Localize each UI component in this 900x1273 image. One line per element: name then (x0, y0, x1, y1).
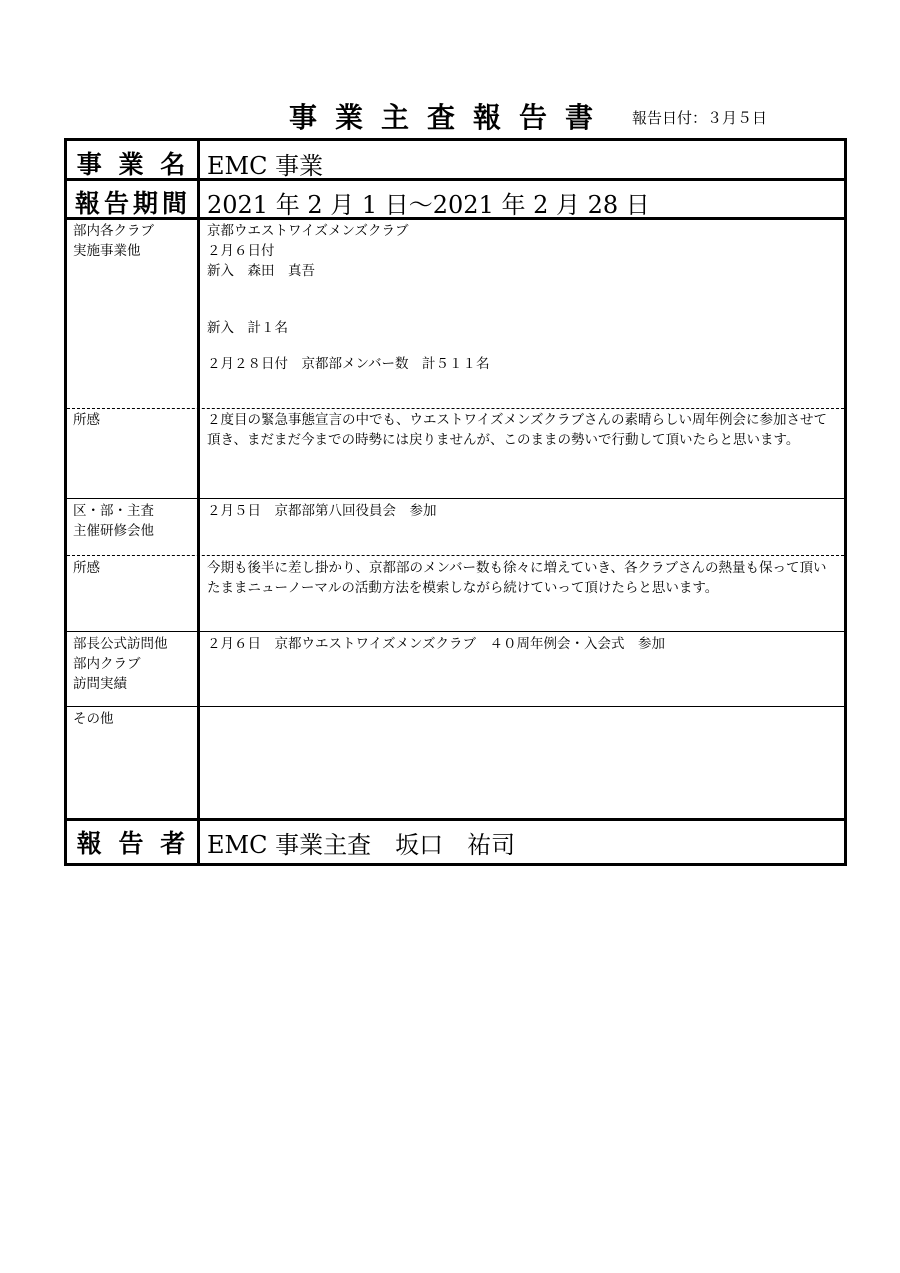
period-value: 2021 年 2 月 1 日～2021 年 2 月 28 日 (207, 191, 650, 219)
club-activities-label (73, 221, 193, 261)
paragraph: 今期も後半に差し掛かり、京都部のメンバー数も徐々に増えていき、各クラブさんの熱量も保って頂いたままニューノーマルの活動方法を模索しながら続けていって頂けたらと思います。 (207, 560, 827, 596)
period-label: 報告期間 (74, 189, 191, 218)
report-date: 報告日付：３月５日 (632, 109, 768, 127)
impression-2-text (207, 558, 839, 598)
reporter-value: EMC 事業主査 坂口 祐司 (207, 831, 516, 859)
label-line: 部内クラブ (73, 656, 141, 672)
reporter-label: 報 告 者 (76, 829, 190, 858)
impression-2-label: 所感 (73, 560, 100, 576)
row-divider (67, 498, 844, 499)
district-training-label (73, 501, 193, 541)
project-value: EMC 事業 (207, 152, 324, 180)
visits-label (73, 634, 193, 694)
label-line: 訪問実績 (73, 676, 127, 692)
label-line: 部長公式訪問他 (73, 636, 168, 652)
report-form (64, 138, 847, 866)
content-line: ２月２８日付 京都部メンバー数 計５１１名 (207, 356, 490, 372)
impression-1-label: 所感 (73, 412, 100, 428)
content-line: ２月６日付 (207, 243, 275, 259)
label-line: 部内各クラブ (73, 223, 154, 239)
district-training-text: ２月５日 京都部第八回役員会 参加 (207, 503, 437, 519)
club-activities-value (207, 221, 839, 281)
row-divider (67, 706, 844, 707)
document-title: 事業主査報告書 (288, 101, 611, 134)
row-divider (67, 178, 844, 181)
content-line: 新入 計１名 (207, 320, 288, 336)
club-activities-total (207, 318, 839, 338)
label-column-divider (197, 141, 200, 863)
row-divider (67, 631, 844, 632)
label-line: 実施事業他 (73, 243, 141, 259)
row-divider (67, 818, 844, 821)
row-divider (67, 555, 844, 556)
visits-text: ２月６日 京都ウエストワイズメンズクラブ ４０周年例会・入会式 参加 (207, 636, 666, 652)
content-line: 新入 森田 真吾 (207, 263, 315, 279)
content-line: 京都ウエストワイズメンズクラブ (207, 223, 409, 239)
club-activities-membership (207, 354, 839, 374)
row-divider (67, 408, 844, 409)
other-label: その他 (73, 711, 114, 727)
project-label: 事 業 名 (76, 150, 190, 179)
row-divider (67, 217, 844, 220)
label-line: 主催研修会他 (73, 523, 154, 539)
label-line: 区・部・主査 (73, 503, 154, 519)
impression-1-text (207, 410, 839, 450)
paragraph: ２度目の緊急事態宣言の中でも、ウエストワイズメンズクラブさんの素晴らしい周年例会に参加させて頂き、まだまだ今までの時勢には戻りませんが、このままの勢いで行動して頂いたらと思います。 (207, 412, 828, 448)
